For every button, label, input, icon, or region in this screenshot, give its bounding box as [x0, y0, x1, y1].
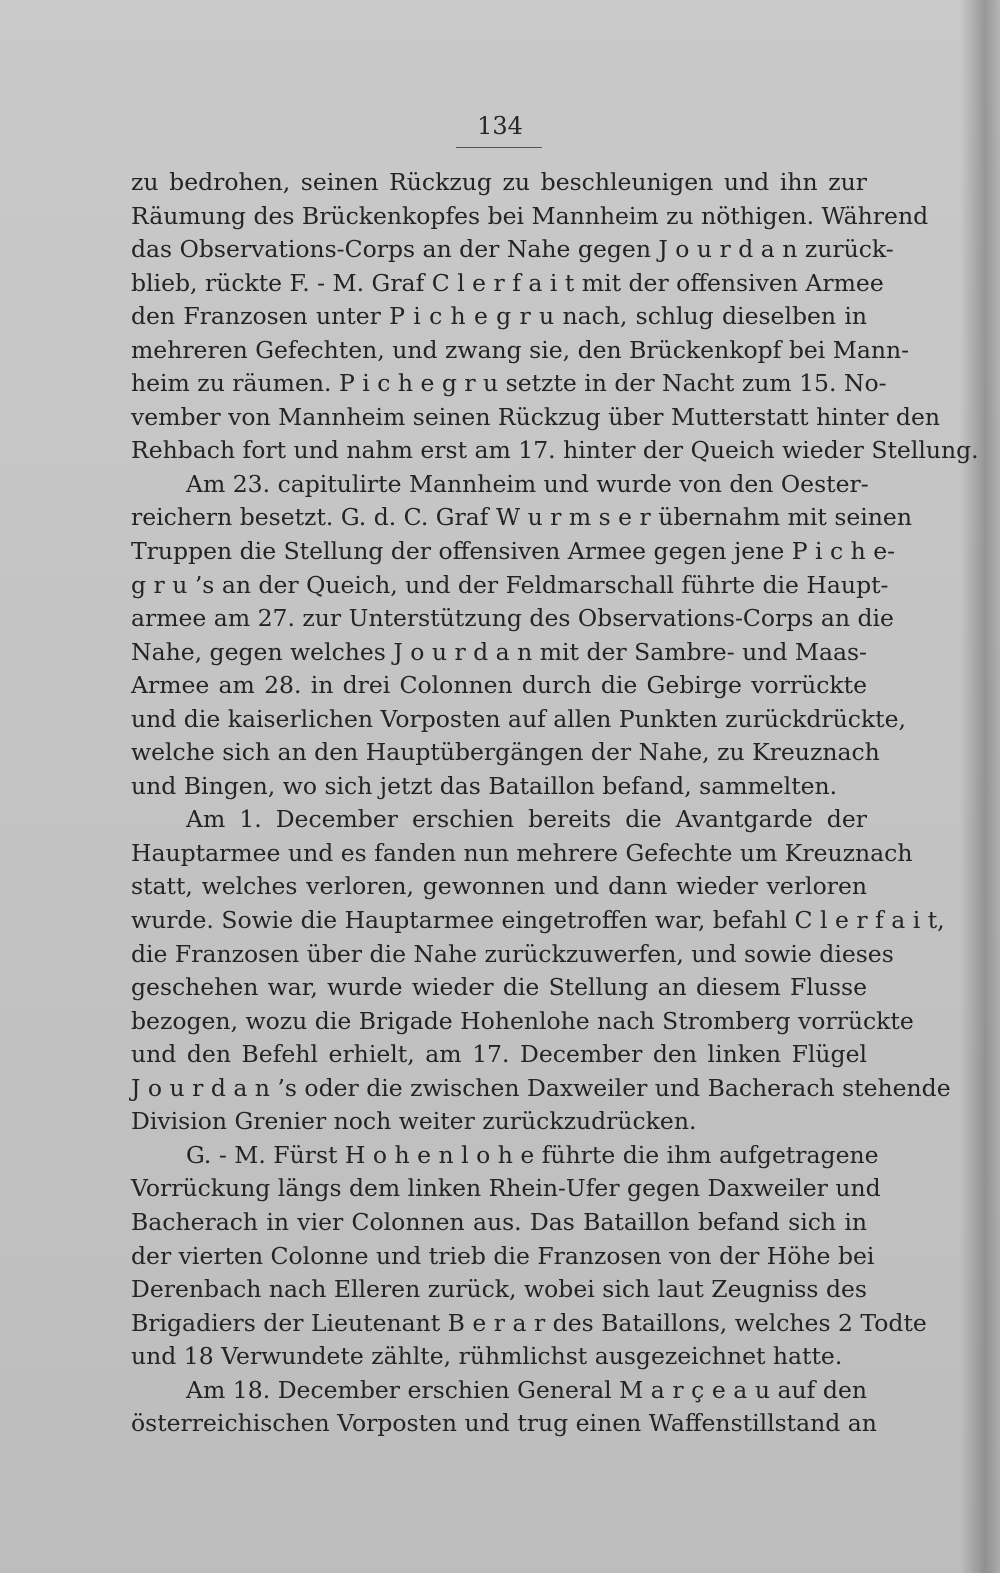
text-line: und Bingen, wo sich jetzt das Bataillon befand, sammelten.	[131, 771, 838, 800]
text-line: G. - M. Fürst H o h e n l o h e führte die ihm aufgetragene	[186, 1140, 879, 1169]
text-line: statt, welches verloren, gewonnen und dann wieder verloren	[131, 872, 867, 901]
text-line: die Franzosen über die Nahe zurückzuwerfen, und sowie dieses	[131, 939, 894, 968]
body-text	[131, 166, 979, 1441]
text-line: Bacherach in vier Colonnen aus. Das Bataillon befand sich in	[131, 1207, 867, 1236]
text-line: heim zu räumen. P i c h e g r u setzte in der Nacht zum 15. No-	[131, 369, 887, 398]
text-line: Am 18. December erschien General M a r ç e a u auf den	[186, 1375, 867, 1404]
text-line: Räumung des Brückenkopfes bei Mannheim zu nöthigen. Während	[131, 201, 929, 230]
text-line: armee am 27. zur Unterstützung des Observations-Corps an die	[131, 604, 894, 633]
text-line: Rehbach fort und nahm erst am 17. hinter der Queich wieder Stellung.	[131, 436, 979, 465]
text-line: Nahe, gegen welches J o u r d a n mit der Sambre- und Maas-	[131, 637, 867, 666]
text-line: reichern besetzt. G. d. C. Graf W u r m s e r übernahm mit seinen	[131, 503, 912, 532]
text-line: Derenbach nach Elleren zurück, wobei sich laut Zeugniss des	[131, 1275, 867, 1304]
text-line: mehreren Gefechten, und zwang sie, den Brückenkopf bei Mann-	[131, 335, 910, 364]
text-line: österreichischen Vorposten und trug einen Waffenstillstand an	[131, 1409, 877, 1438]
text-line: vember von Mannheim seinen Rückzug über Mutterstatt hinter den	[131, 402, 941, 431]
text-line: bezogen, wozu die Brigade Hohenlohe nach Stromberg vorrückte	[131, 1006, 914, 1035]
text-line: den Franzosen unter P i c h e g r u nach, schlug dieselben in	[131, 302, 867, 331]
text-line: g r u ’s an der Queich, und der Feldmarschall führte die Haupt-	[131, 570, 889, 599]
text-line: Armee am 28. in drei Colonnen durch die Gebirge vorrückte	[131, 671, 867, 700]
page-number-rule	[456, 147, 542, 148]
text-line: und den Befehl erhielt, am 17. December den linken Flügel	[131, 1040, 867, 1069]
text-line: J o u r d a n ’s oder die zwischen Daxweiler und Bacherach stehende	[131, 1073, 951, 1102]
text-line: und die kaiserlichen Vorposten auf allen Punkten zurückdrückte,	[131, 704, 906, 733]
text-line: wurde. Sowie die Hauptarmee eingetroffen war, befahl C l e r f a i t,	[131, 906, 945, 935]
text-line: Am 1. December erschien bereits die Avantgarde der	[186, 805, 867, 834]
text-line: geschehen war, wurde wieder die Stellung an diesem Flusse	[131, 973, 867, 1002]
text-line: welche sich an den Hauptübergängen der Nahe, zu Kreuznach	[131, 738, 880, 767]
text-line: Hauptarmee und es fanden nun mehrere Gefechte um Kreuznach	[131, 838, 913, 867]
text-line: Division Grenier noch weiter zurückzudrücken.	[131, 1107, 697, 1136]
text-line: Brigadiers der Lieutenant B e r a r des Bataillons, welches 2 Todte	[131, 1308, 927, 1337]
text-line: Vorrückung längs dem linken Rhein-Ufer gegen Daxweiler und	[131, 1174, 881, 1203]
text-line: blieb, rückte F. - M. Graf C l e r f a i t mit der offensiven Armee	[131, 268, 884, 297]
text-line: und 18 Verwundete zählte, rühmlichst ausgezeichnet hatte.	[131, 1342, 843, 1371]
text-line: Am 23. capitulirte Mannheim und wurde von den Oester-	[186, 469, 869, 498]
text-line: der vierten Colonne und trieb die Franzosen von der Höhe bei	[131, 1241, 875, 1270]
text-line: zu bedrohen, seinen Rückzug zu beschleunigen und ihn zur	[131, 168, 867, 196]
text-line: das Observations-Corps an der Nahe gegen J o u r d a n zurück-	[131, 235, 894, 264]
page-number: 134	[477, 112, 523, 140]
text-line: Truppen die Stellung der offensiven Armee gegen jene P i c h e-	[131, 537, 896, 566]
